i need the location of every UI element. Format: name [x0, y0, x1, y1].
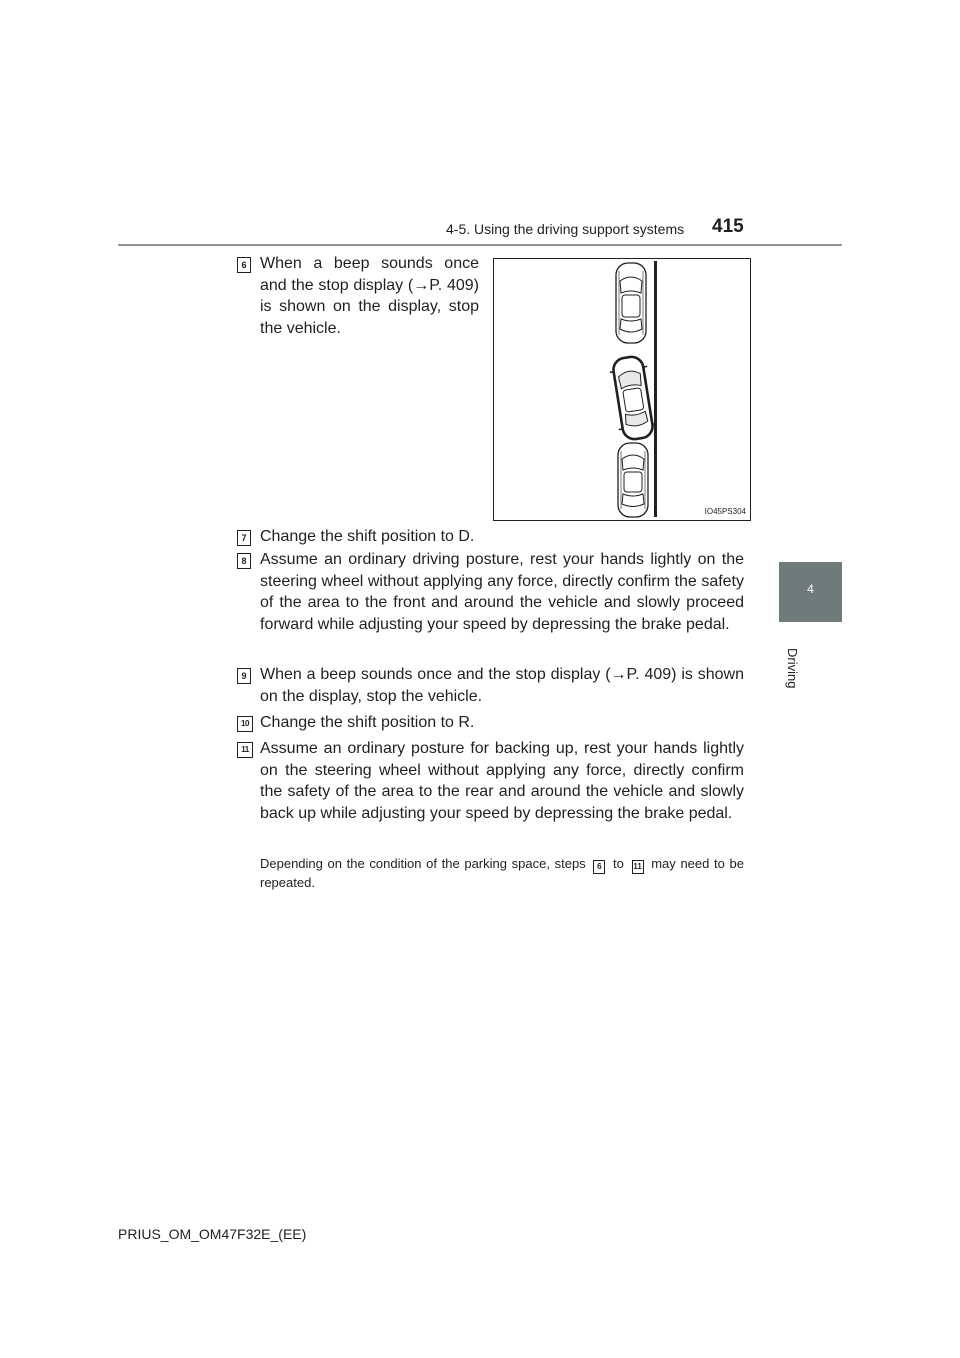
step-text-9: When a beep sounds once and the stop display (→P. 409) is shown on the display, stop the vehicle.: [260, 666, 744, 705]
repeat-note: [260, 855, 744, 891]
document-code: PRIUS_OM_OM47F32E_(EE): [118, 1226, 307, 1242]
chapter-tab: [779, 562, 842, 622]
parked-car-rear: [618, 443, 648, 517]
section-title: 4-5. Using the driving support systems: [446, 221, 685, 237]
step-number-7: 7: [237, 530, 251, 546]
parked-car-front: [616, 263, 646, 343]
note-step-to: 11: [632, 860, 644, 874]
figure-code: IO45PS304: [704, 507, 746, 516]
step-text-10: Change the shift position to R.: [260, 714, 475, 731]
note-part-3: may need to be repeated.: [260, 856, 744, 890]
step-number-11: 11: [237, 742, 253, 758]
note-part-1: Depending on the condition of the parking space, steps: [260, 856, 586, 871]
page-number: 415: [712, 216, 744, 237]
header-divider: [118, 244, 842, 246]
step-text-11: Assume an ordinary posture for backing up, rest your hands lightly on the steering wheel without applying any force, directly confirm the safety of the area to the rear and around the vehicle and slowly back up while adjusting your speed by depressing the brake pedal.: [260, 740, 744, 822]
step-number-9: 9: [237, 668, 251, 684]
curb-line: [654, 261, 657, 517]
step-text-7: Change the shift position to D.: [260, 528, 475, 545]
step-number-10: 10: [237, 716, 253, 732]
step-text-8: Assume an ordinary driving posture, rest your hands lightly on the steering wheel without applying any force, directly confirm the safety of the area to the front and around the vehicle and slowly proceed forward while adjusting your speed by depressing the brake pedal.: [260, 551, 744, 633]
parking-diagram: [494, 259, 750, 520]
note-part-2: to: [613, 856, 624, 871]
note-step-from: 6: [593, 860, 605, 874]
chapter-label-text: Driving: [785, 648, 800, 689]
chapter-label: [782, 648, 806, 688]
step-text-6: When a beep sounds once and the stop display (→P. 409) is shown on the display, stop the vehicle.: [260, 255, 479, 337]
step-number-6: 6: [237, 257, 251, 273]
chapter-number: 4: [807, 582, 814, 596]
own-vehicle: [608, 355, 658, 442]
parking-illustration: [493, 258, 751, 521]
step-number-8: 8: [237, 553, 251, 569]
